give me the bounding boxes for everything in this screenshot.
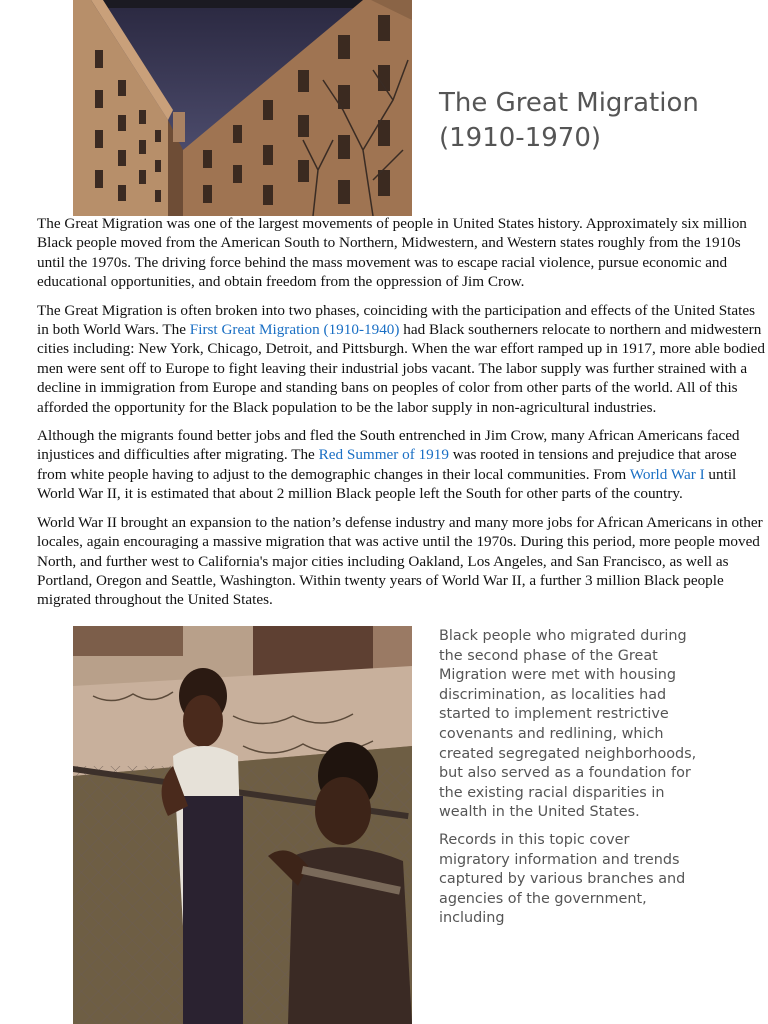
page-title: The Great Migration (1910-1970): [439, 88, 699, 153]
apartment-building-photo: [73, 0, 412, 216]
article-body: [37, 214, 766, 619]
paragraph-difficulties: [37, 426, 766, 504]
paragraph-overview: The Great Migration was one of the largest movements of people in United States history. Approximately six million Black people moved from the American South to Northern, Midwestern, and Western states roughly from the 1910s until the 1970s. The driving force behind the mass movement was to escape racial violence, pursue economic and educational opportunities, and obtain freedom from the oppression of Jim Crow.: [37, 215, 747, 291]
red-summer-link[interactable]: Red Summer of 1919: [318, 446, 449, 464]
paragraph-records: Records in this topic cover migratory information and trends captured by various branches and agencies of the government, including: [439, 831, 686, 927]
paragraph-text: The Great Migration is often broken into two phases, coinciding with the participation and effects of the United States in both World Wars. The: [37, 301, 755, 339]
paragraph-text: was rooted in tensions and prejudice that arose from white people having to adjust to the demographic changes in their local communities. From: [37, 446, 737, 483]
paragraph-phases: [37, 301, 766, 417]
first-great-migration-link[interactable]: First Great Migration (1910-1940): [189, 321, 400, 339]
paragraph-second-phase: World War II brought an expansion to the nation’s defense industry and many more jobs for African Americans in other locales, again encouraging a massive migration that was active until the 1970s. During this period, more people moved North, and further west to California's major cities including Oakland, Los Angeles, and San Francisco, as well as Portland, Oregon and Seattle, Washington. Within twenty years of World War II, a further 3 million Black people migrated throughout the United States.: [37, 513, 763, 609]
side-column: [439, 627, 701, 937]
world-war-i-link[interactable]: World War I: [629, 465, 705, 483]
paragraph-text: Although the migrants found better jobs and fled the South entrenched in Jim Crow, many African Americans faced injustices and difficulties after migrating. The: [37, 427, 740, 464]
paragraph-text: had Black southerners relocate to northern and midwestern cities including: New York, Chicago, Detroit, and Pittsburgh. When the war effort ramped up in 1917, more able bodied men were sent off to Europe to fight leaving their industrial jobs vacant. The labor supply was further strained with a decline in immigration from Europe and standing bans on peoples of color from other parts of the world. All of this afforded the opportunity for the Black population to be the labor supply in non-agricultural industries.: [37, 321, 766, 416]
children-at-fence-photo: [73, 626, 412, 1024]
paragraph-housing: Black people who migrated during the second phase of the Great Migration were met with housing discrimination, as localities had started to implement restrictive covenants and redlining, which created segregated neighborhoods, but also served as a foundation for the existing racial disparities in wealth in the United States.: [439, 628, 697, 821]
paragraph-text: until World War II, it is estimated that about 2 million Black people left the South for other parts of the country.: [37, 465, 737, 503]
